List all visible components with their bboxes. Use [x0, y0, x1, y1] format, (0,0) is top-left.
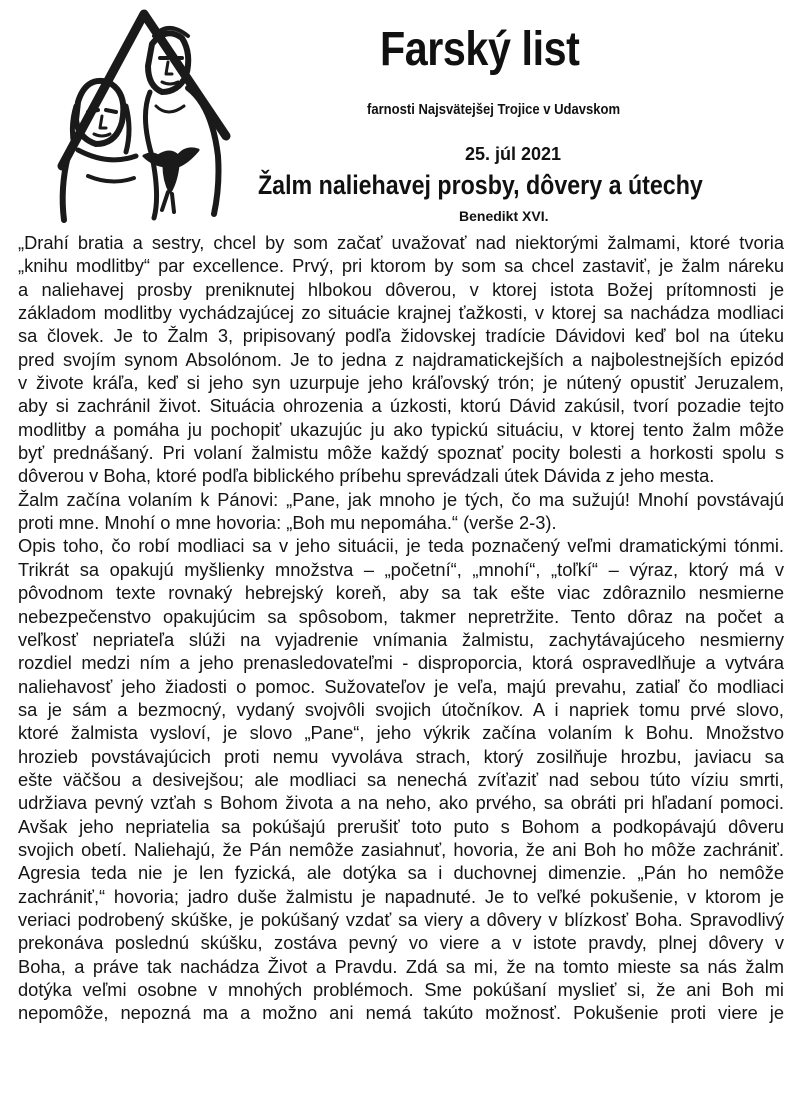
body-line: svojich obetí. Naliehajú, že Pán nemôže zasiahnuť, hovoria, že ani Boh ho môže zachrániť. [18, 838, 784, 860]
body-line: Žalm začína volaním k Pánovi: „Pane, jak mnoho je tých, čo ma sužujú! Mnohí povstávajú [18, 488, 784, 510]
body-line: pôvodnom texte rovnaký hebrejský koreň, aby sa tak ešte viac zdôraznilo nesmierne [18, 582, 784, 604]
body-line: dotýka veľmi osobne v mnohých problémoch. Sme pokúšaní myslieť si, že ani Boh mi [18, 979, 784, 1000]
body-line: Agresia teda nie je len fyzická, ale dotýka sa i duchovnej dimenzie. „Pán ho nemôže [18, 862, 784, 884]
body-line: byť prednášaný. Pri volaní žalmistu môže každý spoznať pocity bolesti a horkosti spolu s [18, 442, 784, 464]
body-line: ktoré žalmista vysloví, je slovo „Pane“, jeho výkrik začína volaním k Bohu. Množstvo [18, 722, 784, 744]
body-line: zachrániť,“ hovoria; jadro duše žalmistu je napadnuté. Je to veľké pokušenie, v ktorom je [18, 885, 784, 907]
body-line: „Drahí bratia a sestry, chcel by som začať uvažovať nad niektorými žalmami, ktoré tvoria [18, 232, 784, 253]
body-line: ešte väčšou a desivejšou; ale modliaci sa nenechá zvíťaziť nad sebou túto víziu smrti, [18, 768, 784, 790]
body-line: základom modlitby vychádzajúcej zo situácie krajnej ťažkosti, v ktorej sa nachádza modliaci [18, 302, 784, 324]
body-line: Trikrát sa opakujú myšlienky množstva – „početní“, „mnohí“, „toľkí“ – výraz, ktorý má v [18, 558, 784, 580]
body-line: a naliehavej prosby preniknutej hlbokou dôverou, v ktorej istota Božej prítomnosti je [18, 278, 784, 300]
body-line: udržiava pevný vzťah s Bohom života a na neho, ako prvého, sa obráti pri hľadaní pomoci. [18, 792, 784, 814]
body-line: prekonáva poslednú skúšku, zostáva pevný vo viere a v istote pravdy, plnej dôvery v [18, 932, 784, 954]
issue-date: 25. júl 2021 [465, 144, 562, 164]
body-line: „knihu modlitby“ par excellence. Prvý, pri ktorom by som sa chcel zastaviť, je žalm náreku [18, 255, 784, 277]
newsletter-title: Farský list [379, 23, 580, 76]
body-line: modlitby a pomáha ju pochopiť ukazujúc ju ako typickú situáciu, v ktorej tento žalm môže [18, 418, 784, 440]
body-line: Boha, a práve tak nachádza Život a Pravdu. Zdá sa mi, že na tomto mieste sa nás žalm [18, 955, 784, 977]
body-line: Opis toho, čo robí modliaci sa v jeho situácii, je teda poznačený veľmi dramatickými tónmi. [18, 535, 784, 557]
body-line: veľkosť nepriateľa slúži na vyjadrenie vnímania žalmistu, zachytávajúceho nesmierny [18, 628, 784, 650]
article-headline: Žalm naliehavej prosby, dôvery a útechy [258, 170, 703, 200]
parish-subtitle: farnosti Najsvätejšej Trojice v Udavskom [367, 102, 621, 118]
body-line: nebezpečenstvo opakujúcim sa spôsobom, takmer nepretržite. Tento dôraz na počet a [18, 605, 784, 627]
article-author: Benedikt XVI. [459, 208, 549, 224]
body-line: naliehavosť jeho žiadosti o pomoc. Sužovateľov je veľa, majú prevahu, zatiaľ čo modliaci [18, 675, 784, 697]
body-line: sa človek. Je to Žalm 3, pripisovaný podľa židovskej tradície Dávidovi keď bol na úteku [18, 325, 784, 347]
body-line: nepomôže, nepozná ma a možno ani nemá takúto možnosť. Pokušenie proti viere je [18, 1002, 784, 1024]
body-line: dôverou v Boha, ktoré podľa biblického príbehu sprevádzali útek Dávida z jeho mesta. [18, 465, 715, 487]
body-line: aby si zachránil život. Situácia ohrozenia a úzkosti, ktorú Dávid zakúsil, tvorí pozadie tejto [18, 395, 784, 417]
article-body [18, 231, 784, 1025]
body-line: hrozieb povstávajúcich proti nemu vyvoláva strach, ktorý zosilňuje hrozbu, javiacu sa [18, 745, 784, 767]
trinity-icon [48, 6, 233, 224]
body-line: rozdiel medzi ním a jeho prenasledovateľmi - disproporcia, ktorá ospravedlňuje a vytvára [18, 652, 784, 674]
body-line: pred svojím synom Absolónom. Je to jedna z najdramatickejších a najbolestnejších epizód [18, 348, 784, 370]
body-line: sa je sám a bezmocný, vydaný svojvôli svojich útočníkov. A i napriek tomu prvé slovo, [18, 698, 784, 720]
body-line: proti mne. Mnohí o mne hovoria: „Boh mu nepomáha.“ (verše 2-3). [18, 512, 557, 534]
body-line: veriaci podrobený skúške, je pokúšaný vzdať sa viery a dôvery v blízkosť Boha. Spravodlivý [18, 908, 784, 930]
body-line: v živote kráľa, keď si jeho syn uzurpuje jeho kráľovský trón; je nútený opustiť Jeruzalem, [18, 372, 784, 394]
body-line: Avšak jeho nepriatelia sa pokúšajú prerušiť toto puto s Bohom a podkopávajú dôveru [18, 815, 784, 837]
